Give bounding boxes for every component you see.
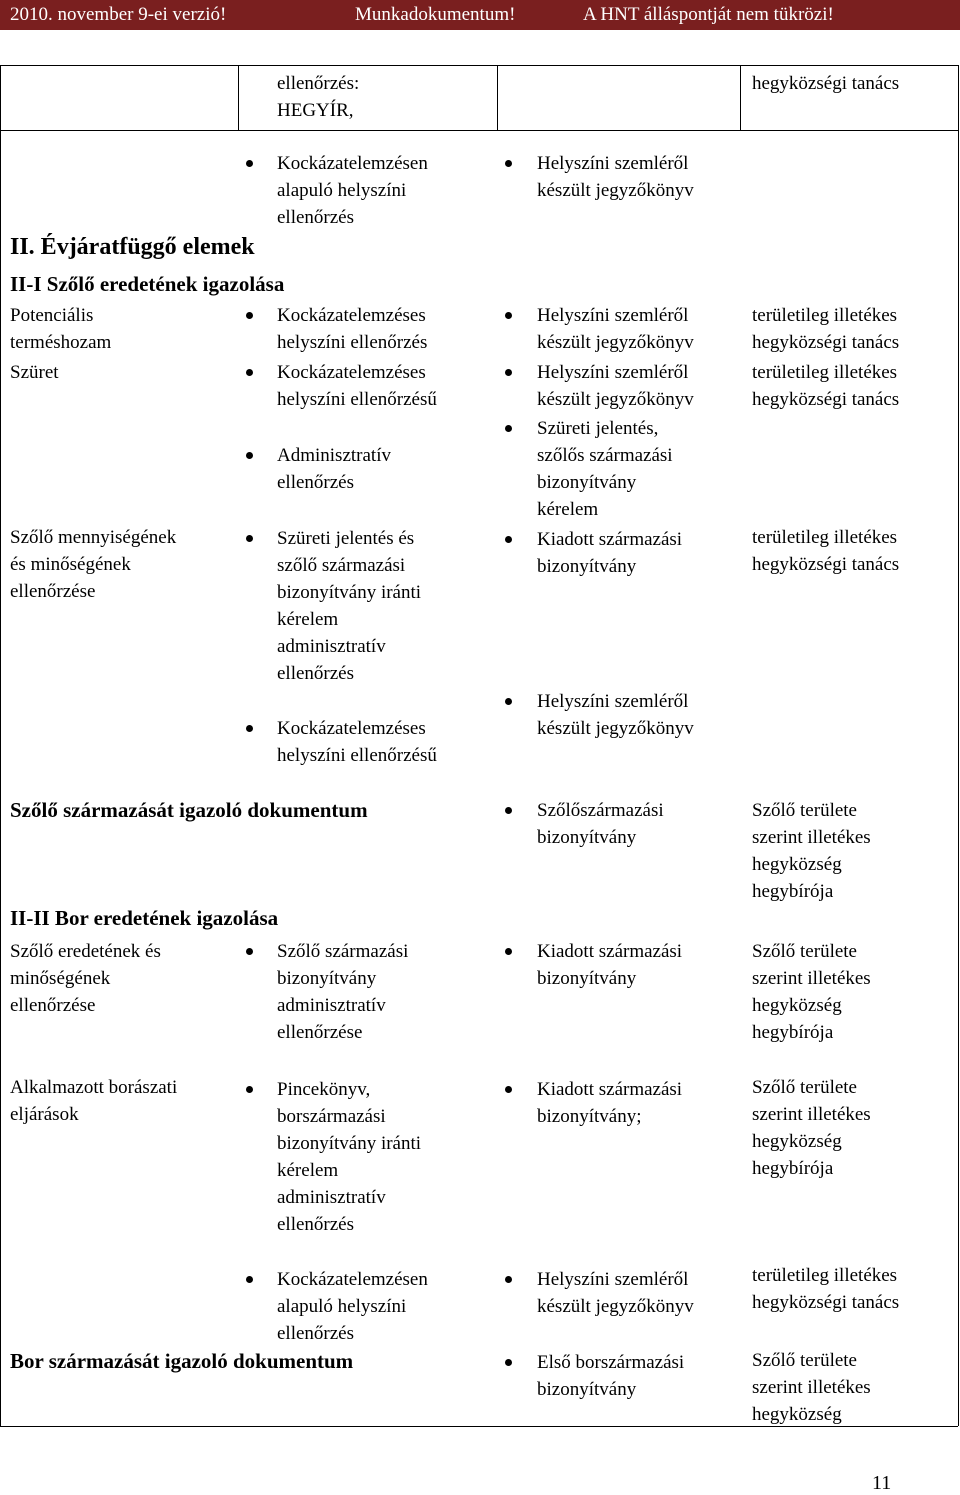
- bullet-icon: [505, 807, 512, 814]
- bullet-icon: [505, 312, 512, 319]
- authority: területileg illetékes: [752, 305, 898, 326]
- bullet-icon: [246, 1276, 253, 1283]
- bullet-icon: [246, 725, 253, 732]
- row-label: Szüret: [10, 362, 59, 383]
- authority: területileg illetékes: [752, 1265, 898, 1286]
- bullet-icon: [246, 312, 253, 319]
- bullet-icon: [505, 698, 512, 705]
- row-label: Bor származását igazoló dokumentum: [10, 1349, 354, 1373]
- row-label: Szőlő származását igazoló dokumentum: [10, 798, 368, 822]
- authority: Szőlő területe: [752, 1077, 857, 1098]
- authority: Szőlő területe: [752, 800, 857, 821]
- row-label: Szőlő mennyiségének: [10, 527, 177, 548]
- authority: szerint illetékes: [752, 1377, 871, 1398]
- bullet-icon: [505, 1086, 512, 1093]
- authority: hegyközségi tanács: [752, 332, 900, 353]
- version-label: 2010. november 9-ei verzió!: [10, 4, 227, 25]
- top-auth-line: hegyközségi tanács: [752, 73, 900, 94]
- top-check-line-2: HEGYÍR,: [277, 100, 354, 121]
- authority: szerint illetékes: [752, 1104, 871, 1125]
- top-check-line-1: ellenőrzés:: [277, 73, 360, 94]
- authority: hegybírója: [752, 1158, 834, 1179]
- row-label: Szőlő eredetének és: [10, 941, 161, 962]
- bullet-icon: [505, 948, 512, 955]
- bullet-icon: [505, 1359, 512, 1366]
- page-number: 11: [872, 1472, 892, 1494]
- authority: szerint illetékes: [752, 968, 871, 989]
- bullet-icon: [505, 536, 512, 543]
- bullet-icon: [505, 425, 512, 432]
- bullet-icon: [246, 369, 253, 376]
- row-label: ellenőrzése: [10, 995, 96, 1016]
- row-label: és minőségének: [10, 554, 131, 575]
- authority: hegybírója: [752, 1022, 834, 1043]
- bullet-icon: [505, 369, 512, 376]
- row-label: terméshozam: [10, 332, 112, 353]
- authority: területileg illetékes: [752, 362, 898, 383]
- authority: szerint illetékes: [752, 827, 871, 848]
- bullet-icon: [246, 535, 253, 542]
- draft-label: Munkadokumentum!: [355, 4, 516, 25]
- disclaimer-label: A HNT álláspontját nem tükrözi!: [583, 4, 834, 25]
- row-label: ellenőrzése: [10, 581, 96, 602]
- authority: hegyközség: [752, 995, 842, 1016]
- row-label: Alkalmazott borászati: [10, 1077, 178, 1098]
- authority: hegyközség: [752, 1131, 842, 1152]
- authority: területileg illetékes: [752, 527, 898, 548]
- subsection-title-2: II-II Bor eredetének igazolása: [10, 906, 279, 930]
- authority: hegybírója: [752, 881, 834, 902]
- authority: Szőlő területe: [752, 1350, 857, 1371]
- bullet-icon: [246, 160, 253, 167]
- authority: hegyközség: [752, 854, 842, 875]
- bullet-icon: [246, 948, 253, 955]
- section-title: II. Évjáratfüggő elemek: [10, 234, 255, 260]
- row-label: eljárások: [10, 1104, 79, 1125]
- bullet-icon: [505, 160, 512, 167]
- row-label: Potenciális: [10, 305, 94, 326]
- subsection-title-1: II-I Szőlő eredetének igazolása: [10, 272, 285, 296]
- authority: hegyközségi tanács: [752, 389, 900, 410]
- authority: Szőlő területe: [752, 941, 857, 962]
- header-banner: [0, 0, 960, 30]
- row-label: minőségének: [10, 968, 111, 989]
- bullet-icon: [246, 452, 253, 459]
- authority: hegyközségi tanács: [752, 554, 900, 575]
- bullet-icon: [505, 1276, 512, 1283]
- authority: hegyközség: [752, 1404, 842, 1425]
- bullet-icon: [246, 1086, 253, 1093]
- authority: hegyközségi tanács: [752, 1292, 900, 1313]
